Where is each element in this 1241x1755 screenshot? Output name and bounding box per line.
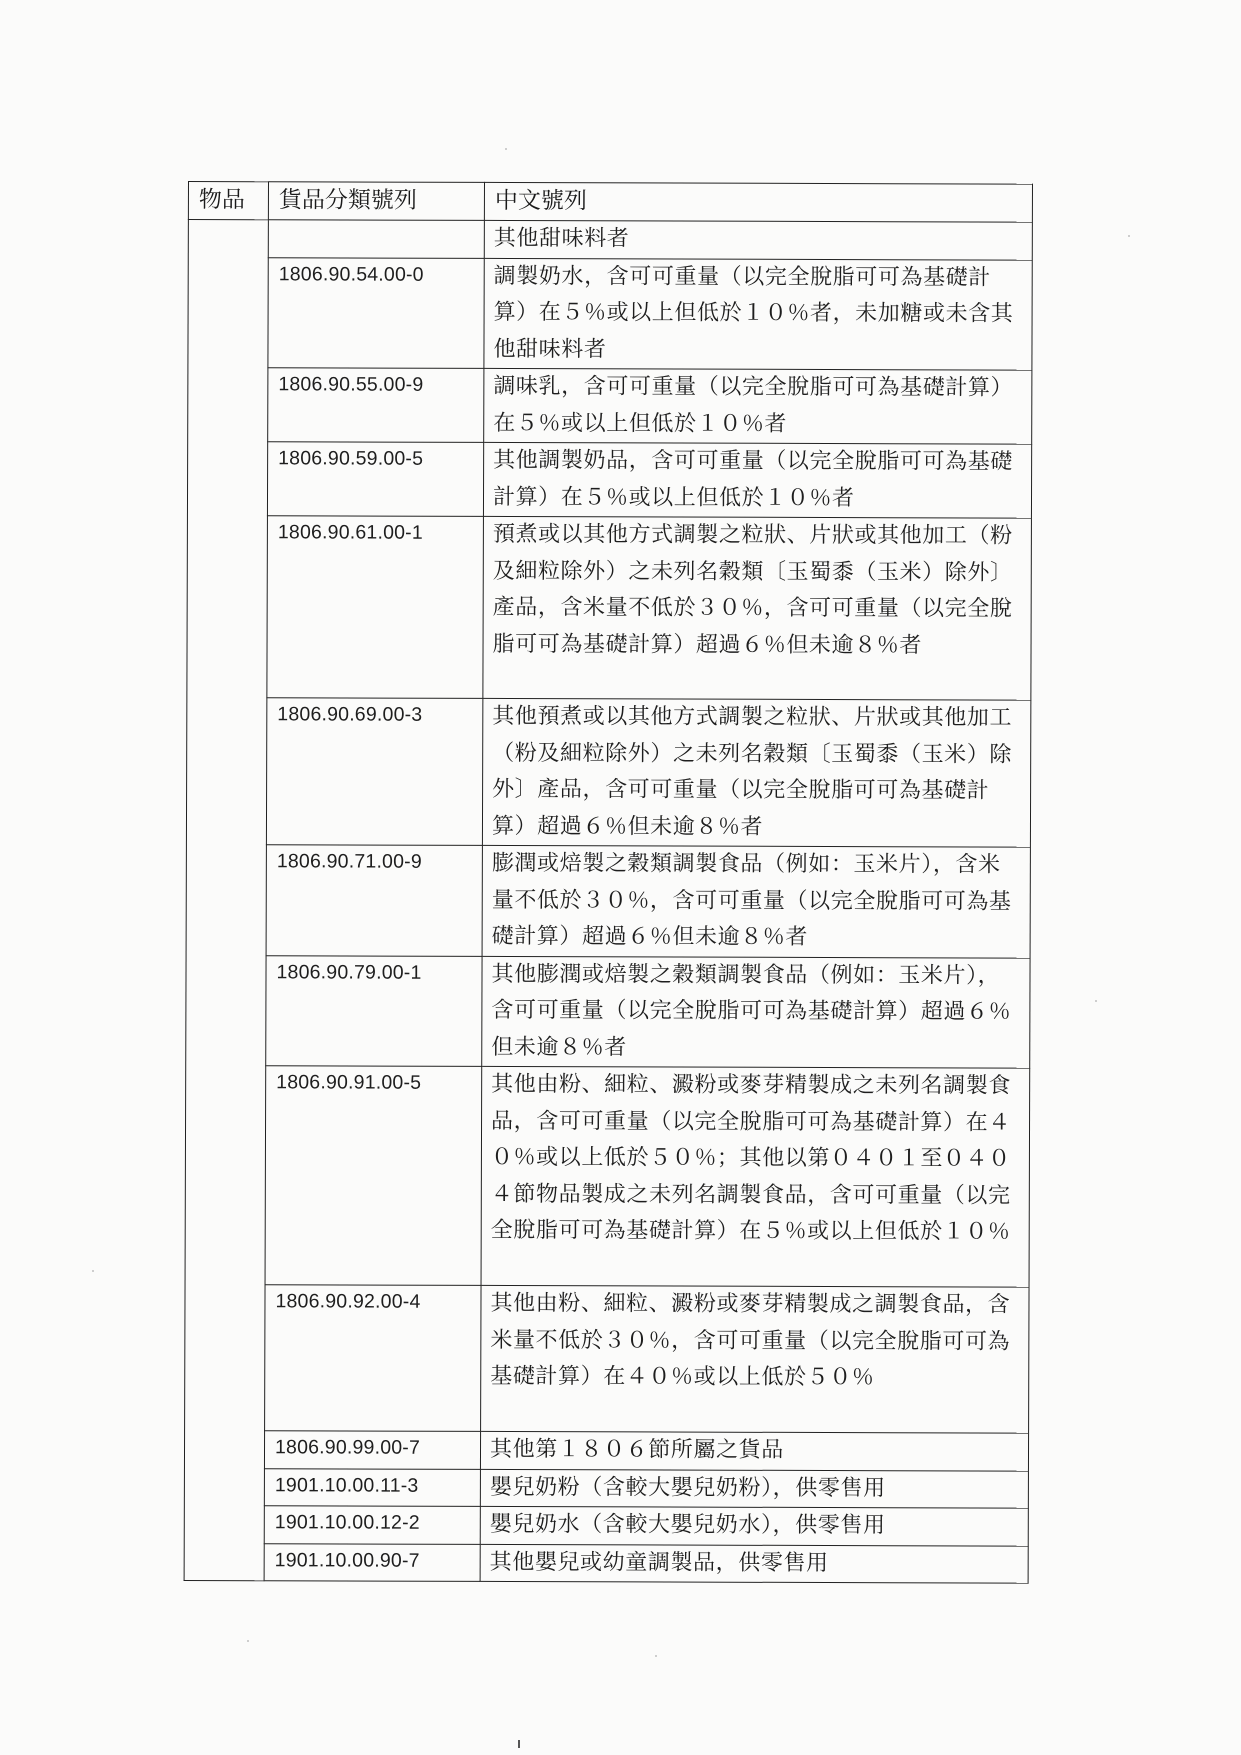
code-cell: 1901.10.00.12-2 [264, 1506, 480, 1544]
description-cell: 其他預煮或以其他方式調製之粒狀、片狀或其他加工（粉及細粒除外）之未列名穀類〔玉蜀黍（玉米）除外〕產品，含可可重量（以完全脫脂可可為基礎計算）超過６％但未逾８％者 [482, 698, 1030, 847]
description-cell: 其他膨潤或焙製之穀類調製食品（例如：玉米片），含可可重量（以完全脫脂可可為基礎計算）超過６％但未逾８％者 [482, 956, 1030, 1068]
code-cell: 1806.90.91.00-5 [265, 1066, 482, 1286]
header-item: 物品 [188, 182, 268, 220]
description-cell: 其他嬰兒或幼童調製品，供零售用 [480, 1544, 1028, 1583]
tariff-table [184, 181, 1033, 1584]
header-description: 中文號列 [484, 182, 1032, 222]
item-cell [184, 220, 268, 1581]
code-cell: 1806.90.92.00-4 [265, 1285, 481, 1432]
header-code: 貨品分類號列 [268, 182, 484, 221]
description-cell: 其他由粉、細粒、澱粉或麥芽精製成之未列名調製食品，含可可重量（以完全脫脂可可為基礎計算）在４０％或以上低於５０％；其他以第０４０１至０４０４節物品製成之未列名調製食品，含可可重量（以完全脫脂可可為基礎計算）在５％或以上但低於１０％ [481, 1066, 1030, 1287]
description-cell: 預煮或以其他方式調製之粒狀、片狀或其他加工（粉及細粒除外）之未列名穀類〔玉蜀黍（玉米）除外〕產品，含米量不低於３０％，含可可重量（以完全脫脂可可為基礎計算）超過６％但未逾８％者 [483, 516, 1032, 700]
code-cell: 1806.90.71.00-9 [266, 845, 482, 956]
table-row [186, 844, 1030, 957]
description-cell: 嬰兒奶粉（含較大嬰兒奶粉），供零售用 [480, 1469, 1028, 1508]
code-cell: 1806.90.99.00-7 [264, 1431, 480, 1469]
table-row [185, 1065, 1030, 1287]
table-row [188, 220, 1032, 260]
description-cell: 其他甜味料者 [484, 220, 1032, 259]
description-cell: 其他調製奶品，含可可重量（以完全脫脂可可為基礎計算）在５％或以上但低於１０％者 [483, 442, 1031, 518]
description-cell: 其他第１８０６節所屬之貨品 [480, 1431, 1028, 1470]
scan-mark [518, 1740, 520, 1748]
scan-speck [1128, 235, 1130, 237]
table-row [188, 257, 1032, 370]
table-row [184, 1468, 1028, 1508]
scan-speck [655, 1655, 657, 1657]
description-cell: 調味乳，含可可重量（以完全脫脂可可為基礎計算）在５％或以上但低於１０％者 [484, 368, 1032, 444]
code-cell: 1806.90.61.00-1 [267, 516, 484, 699]
description-cell: 膨潤或焙製之穀類調製食品（例如：玉米片），含米量不低於３０％，含可可重量（以完全脫脂可可為基礎計算）超過６％但未逾８％者 [482, 845, 1030, 957]
table-row [186, 697, 1030, 847]
scan-speck [1095, 1000, 1097, 1002]
description-cell: 嬰兒奶水（含較大嬰兒奶水），供零售用 [480, 1506, 1028, 1545]
code-cell: 1901.10.00.11-3 [264, 1468, 480, 1506]
description-cell: 調製奶水，含可可重量（以完全脫脂可可為基礎計算）在５％或以上但低於１０％者，未加糖或未含其他甜味料者 [484, 258, 1032, 370]
code-cell: 1806.90.54.00-0 [268, 257, 484, 368]
table-row [187, 442, 1031, 519]
table-header-row [188, 182, 1032, 223]
code-cell: 1806.90.59.00-5 [267, 442, 483, 517]
scan-speck [247, 1640, 249, 1642]
code-cell [268, 220, 484, 258]
table-row [184, 1505, 1028, 1545]
table-row [184, 1543, 1028, 1583]
scan-speck [92, 1270, 94, 1272]
table-row [188, 368, 1032, 445]
table-row [187, 515, 1032, 700]
code-cell: 1806.90.69.00-3 [266, 698, 482, 846]
description-cell: 其他由粉、細粒、澱粉或麥芽精製成之調製食品，含米量不低於３０％，含可可重量（以完全脫脂可可為基礎計算）在４０％或以上低於５０％ [481, 1285, 1029, 1433]
code-cell: 1806.90.55.00-9 [268, 368, 484, 443]
table-row [186, 955, 1030, 1068]
code-cell: 1901.10.00.90-7 [264, 1543, 480, 1581]
scan-speck [505, 148, 507, 150]
table-row [185, 1284, 1029, 1433]
code-cell: 1806.90.79.00-1 [266, 955, 482, 1066]
table-row [184, 1430, 1028, 1470]
